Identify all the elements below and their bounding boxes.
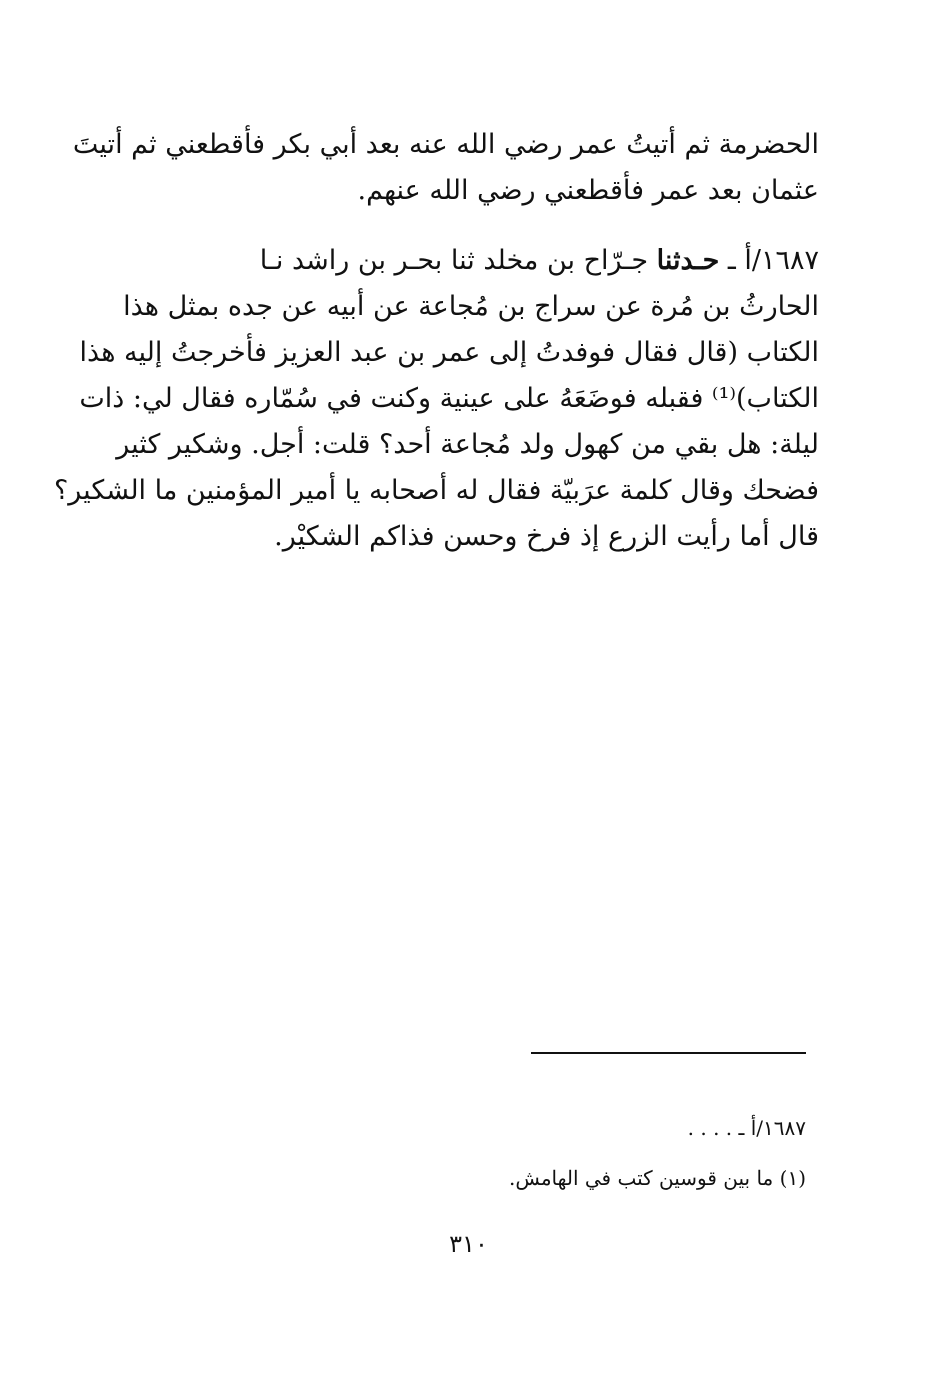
hadith-first-line [139,238,819,284]
hadith-number: ١٦٨٧/أ ـ [727,245,819,276]
text-line: فضحك وقال كلمة عرَبيّة فقال له أصحابه يا أمير المؤمنين ما الشكير؟ [53,475,819,506]
hadith-paragraph [53,238,819,560]
hadith-head-word: حـدثنا [656,245,720,276]
footnote-hadith-ref [306,1113,806,1143]
text-line: عثمان بعد عمر فأقطعني رضي الله عنهم. [357,175,819,206]
footnote-text: (١) ما بين قوسين كتب في الهامش. [508,1166,806,1190]
paragraph-continuation [72,122,819,214]
text-line: الكتاب)⁽¹⁾ فقبله فوضَعَهُ على عينية وكنت في سُمّاره فقال لي: ذات [79,383,819,414]
text-line: ليلة: هل بقي من كهول ولد مُجاعة أحد؟ قلت: أجل. وشكير كثير [116,429,819,460]
footnote-separator [531,1052,806,1054]
hadith-first-line-rest: جـرّاح بن مخلد ثنا بحـر بن راشد نـا [259,245,649,276]
footnote-1 [306,1163,806,1193]
page-number: ٣١٠ [449,1230,488,1258]
text-line: الحارثُ بن مُرة عن سراج بن مُجاعة عن أبيه عن جده بمثل هذا [123,291,819,322]
footnote-text: ١٦٨٧/أ ـ . . . . [687,1116,806,1140]
text-line: الكتاب (قال فقال فوفدتُ إلى عمر بن عبد العزيز فأخرجتُ إليه هذا [79,337,819,368]
text-line: قال أما رأيت الزرع إذ فرخ وحسن فذاكم الشكيْر. [274,521,819,552]
text-line: الحضرمة ثم أتيتُ عمر رضي الله عنه بعد أبي بكر فأقطعني ثم أتيتَ [72,129,819,160]
